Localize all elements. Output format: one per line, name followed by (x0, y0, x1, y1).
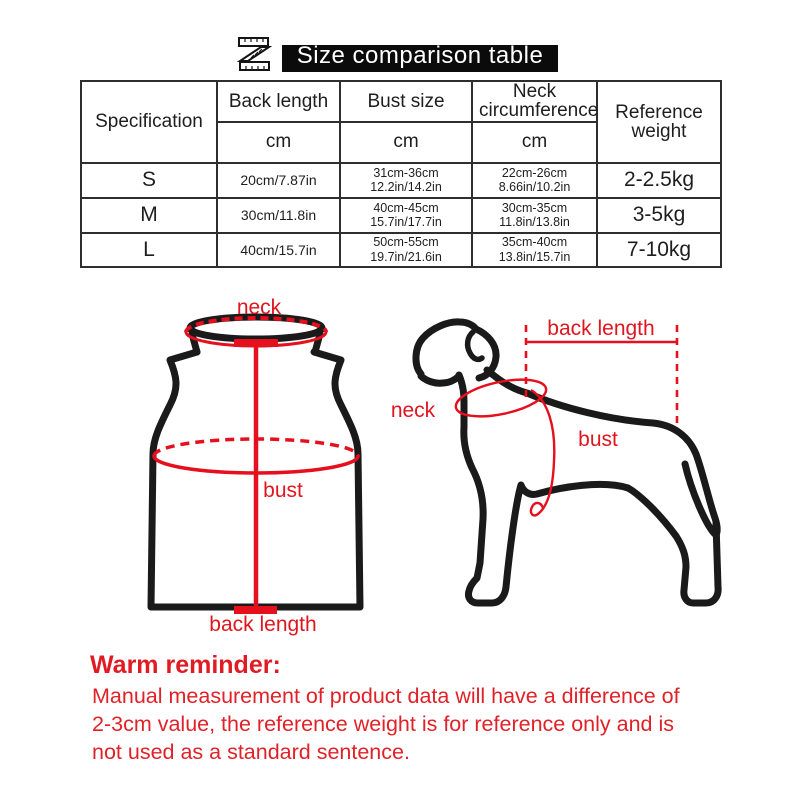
dog-neck-label: neck (390, 399, 436, 422)
reminder-line-1: Manual measurement of product data will have a difference of (92, 684, 680, 708)
dog-diagram (390, 315, 735, 620)
vest-back-length-label: back length (209, 613, 317, 636)
neck-value (472, 163, 597, 198)
size-label: S (81, 163, 217, 198)
weight-value: 3-5kg (597, 198, 721, 233)
bust-value (340, 233, 472, 267)
neck-value (472, 198, 597, 233)
neck-in: 13.8in/15.7in (498, 249, 571, 264)
neck-in: 8.66in/10.2in (498, 180, 571, 195)
back-length-value: 40cm/15.7in (217, 233, 340, 267)
neck-cm: 30cm-35cm (501, 200, 568, 215)
reminder-title: Warm reminder: (90, 651, 281, 679)
weight-value: 2-2.5kg (597, 163, 721, 198)
dog-ear-inner (468, 332, 482, 359)
table-row-s (81, 163, 721, 198)
reminder-line-3: not used as a standard sentence. (92, 740, 410, 764)
table-row-l (81, 233, 721, 267)
page-title: Size comparison table (296, 41, 544, 69)
vest-bust-label: bust (263, 479, 303, 502)
bust-in: 12.2in/14.2in (370, 180, 442, 195)
ruler-z-icon (236, 36, 274, 72)
bust-value (340, 163, 472, 198)
table-row-m (81, 198, 721, 233)
bust-value (340, 198, 472, 233)
size-label: L (81, 233, 217, 267)
col-header-neck-circumference: Neck circumference (472, 81, 597, 122)
dog-jaw (421, 376, 459, 383)
vest-diagram (120, 293, 410, 648)
neck-value (472, 233, 597, 267)
bust-cm: 40cm-45cm (373, 200, 439, 215)
title-row (0, 0, 800, 80)
unit-cell: cm (340, 122, 472, 163)
neck-in: 11.8in/13.8in (499, 215, 570, 230)
back-length-value: 20cm/7.87in (217, 163, 340, 198)
unit-cell: cm (217, 122, 340, 163)
back-length-value: 30cm/11.8in (217, 198, 340, 233)
reminder-line-2: 2-3cm value, the reference weight is for reference only and is (92, 712, 674, 736)
vest-neck-label: neck (236, 296, 282, 319)
size-label: M (81, 198, 217, 233)
bust-in: 15.7in/17.7in (370, 215, 442, 230)
col-header-bust-size: Bust size (340, 81, 472, 122)
weight-value: 7-10kg (597, 233, 721, 267)
neck-cm: 35cm-40cm (501, 235, 568, 249)
dog-bust-label: bust (578, 428, 618, 451)
bust-in: 19.7in/21.6in (370, 249, 442, 264)
dog-back-length-label: back length (547, 317, 655, 340)
dog-body-outline (459, 375, 718, 603)
neck-cm: 22cm-26cm (501, 165, 568, 180)
dog-back-and-tail (487, 370, 717, 535)
bust-cm: 31cm-36cm (373, 165, 439, 180)
col-header-specification: Specification (81, 81, 217, 163)
unit-cell: cm (472, 122, 597, 163)
size-table (80, 80, 722, 268)
title-banner (282, 41, 558, 72)
col-header-reference-weight: Reference weight (597, 81, 721, 163)
bust-cm: 50cm-55cm (373, 235, 439, 249)
col-header-back-length: Back length (217, 81, 340, 122)
